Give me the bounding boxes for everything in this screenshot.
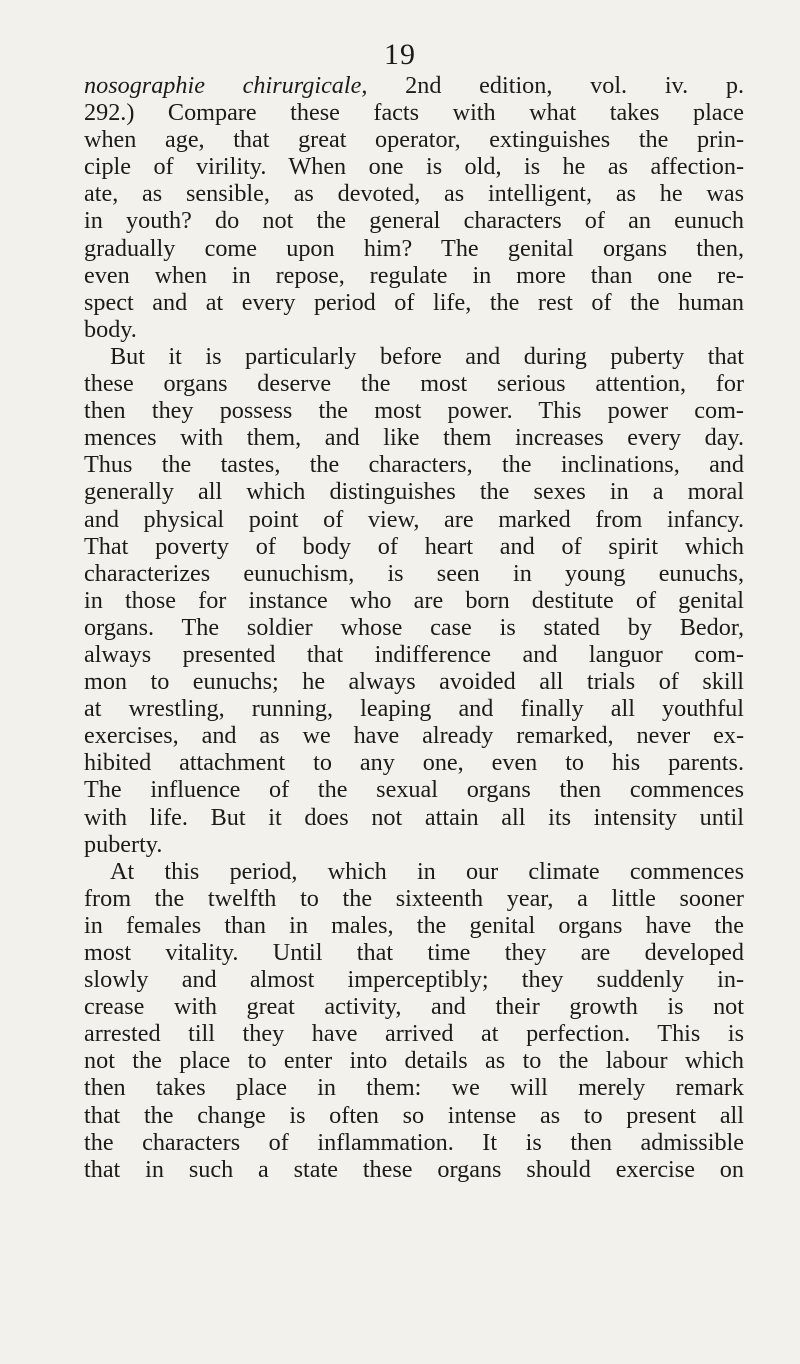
text-line: gradually come upon him? The genital organs then, (84, 234, 744, 262)
text-line: body. (84, 315, 137, 343)
text-line: exercises, and as we have already remarked, never ex- (84, 722, 744, 750)
text-line: that the change is often so intense as to present all (84, 1101, 744, 1129)
text-line: slowly and almost imperceptibly; they suddenly in- (84, 966, 744, 994)
text-line: puberty. (84, 830, 163, 858)
text-line: that in such a state these organs should exercise on (84, 1155, 744, 1183)
text-line: 292.) Compare these facts with what takes place (84, 99, 744, 127)
text-line: in youth? do not the general characters of an eunuch (84, 207, 744, 235)
text-line: when age, that great operator, extinguishes the prin- (84, 126, 744, 154)
text-line: nosographie chirurgicale, 2nd edition, vol. iv. p. (84, 72, 745, 99)
text-line: That poverty of body of heart and of spirit which (84, 532, 744, 560)
text-line: then takes place in them: we will merely remark (84, 1074, 744, 1102)
text-line: the characters of inflammation. It is then admissible (84, 1128, 744, 1156)
paragraph-start-line: But it is particularly before and during puberty that (110, 342, 744, 370)
text-line: Thus the tastes, the characters, the inclinations, and (84, 451, 744, 479)
text-line: mon to eunuchs; he always avoided all trials of skill (84, 668, 744, 696)
text-line: not the place to enter into details as to the labour which (84, 1047, 744, 1075)
text-line: spect and at every period of life, the rest of the human (84, 288, 744, 316)
text-line: generally all which distinguishes the sexes in a moral (84, 478, 744, 506)
text-line: most vitality. Until that time they are developed (84, 939, 744, 966)
page-body-text (84, 72, 744, 1183)
text-line: ate, as sensible, as devoted, as intelligent, as he was (84, 180, 744, 208)
text-line: with life. But it does not attain all its intensity until (84, 803, 744, 831)
text-line: from the twelfth to the sixteenth year, a little sooner (84, 884, 744, 912)
text-line: in females than in males, the genital organs have the (84, 911, 744, 939)
text-line: ciple of virility. When one is old, is he as affection- (84, 153, 744, 181)
text-line: then they possess the most power. This power com- (84, 397, 744, 425)
text-line: organs. The soldier whose case is stated by Bedor, (84, 613, 744, 641)
text-line: always presented that indifference and languor com- (84, 640, 744, 668)
text-line: these organs deserve the most serious attention, for (84, 370, 744, 398)
paragraph-start-line: At this period, which in our climate commences (110, 857, 744, 885)
text-line: and physical point of view, are marked from infancy. (84, 505, 744, 533)
text-line: arrested till they have arrived at perfection. This is (84, 1020, 744, 1048)
page-number: 19 (384, 38, 416, 71)
text-line: in those for instance who are born destitute of genital (84, 586, 744, 614)
text-line: crease with great activity, and their growth is not (84, 993, 744, 1021)
text-line: hibited attachment to any one, even to his parents. (84, 749, 744, 777)
italic-citation: nosographie chirurgicale, (84, 72, 368, 99)
text-line: characterizes eunuchism, is seen in young eunuchs, (84, 559, 744, 587)
text-line: even when in repose, regulate in more than one re- (84, 261, 744, 289)
text-line: at wrestling, running, leaping and finally all youthful (84, 695, 744, 723)
text-line: mences with them, and like them increases every day. (84, 424, 744, 452)
text-line: The influence of the sexual organs then commences (84, 776, 744, 804)
